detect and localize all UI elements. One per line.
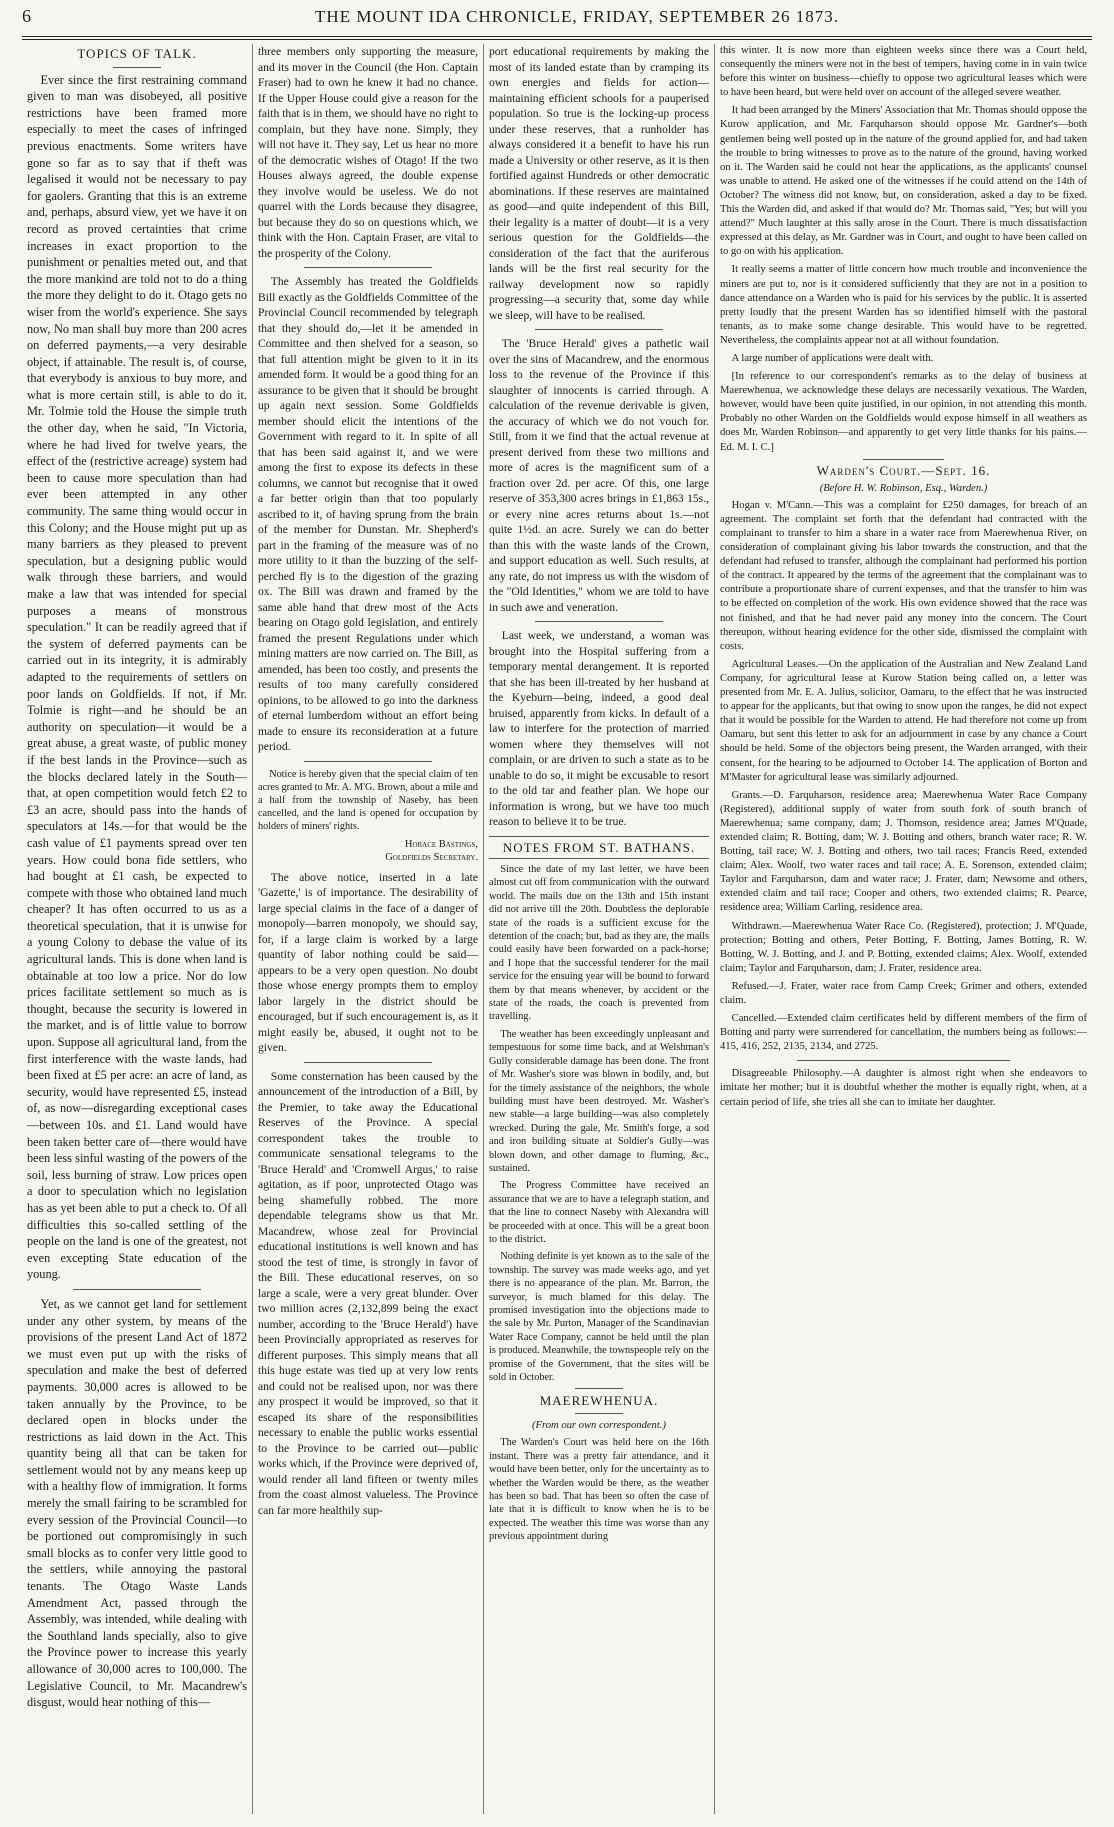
divider — [575, 1388, 623, 1389]
gazette-notice: Notice is hereby given that the special claim of ten acres granted to Mr. A. M'G. Brown, about a mile and a half from the township of Naseby, has been cancelled, and the land is opened for occupation by holders of miners' rights. — [258, 768, 478, 833]
section-heading-maerewhenua: MAEREWHENUA. — [539, 1393, 659, 1409]
article-paragraph: Last week, we understand, a woman was brought into the Hospital suffering from a temporary mental derangement. It is reported that she has been ill-treated by her husband at the Kyeburn—being, indeed, a good deal bruised, apparently from kicks. In default of a law to interfere for the protection of married women where they themselves will not complain, or are driven to such a state as to be unable to do so, it might be excusable to resort to the old tar and feather plan. We hope our information is wrong, but we have too much reason to believe it to be true. — [489, 629, 709, 828]
divider — [304, 761, 432, 762]
masthead-rule — [22, 36, 1092, 40]
divider — [304, 1062, 432, 1063]
column-3 — [484, 44, 715, 1814]
page-number: 6 — [22, 6, 32, 26]
editor-note: [In reference to our correspondent's remarks as to the delay of business at Maerewhenua, we acknowledge these delays are necessarily vexatious. The Warden, however, would have been quite justified, in our opinion, in not attending this month. Probably no other Warden on the Goldfields would expose himself in all weathers as does Mr. Warden Robinson—and apparently to get very little thanks for his pains.—Ed. M. I. C.] — [720, 371, 1087, 453]
article-paragraph: Nothing definite is yet known as to the sale of the township. The survey was made weeks ago, and yet there is no appearance of the plan. Mr. Barron, the surveyor, is much blamed for this delay. The promised investigation into the objections made to the sale by Mr. Purton, Manager of the Scandinavian Water Race Company, cannot be held until the plan is produced. Meanwhile, the townspeople rely on the promise of the Government, that the sites will be sold in October. — [489, 1251, 709, 1384]
divider — [575, 1413, 623, 1414]
court-report-paragraph: Refused.—J. Frater, water race from Camp Creek; Grimer and others, extended claim. — [720, 980, 1087, 1006]
article-paragraph: It really seems a matter of little concern how much trouble and inconvenience the miners are put to, nor is it considered sufficiently that they are not in a position to dance attendance on a Warden who is paid for his services by the public. It is asserted pretty loudly that the present Warden has so identified himself with the pastoral tenants, as to make some change desirable. This would have to be regretted. Nevertheless, the complaints appear not at all without foundation. — [720, 264, 1087, 346]
section-heading-wardens-court: Warden's Court.—Sept. 16. — [816, 462, 991, 478]
correspondent-note: (From our own correspondent.) — [532, 1419, 666, 1431]
article-paragraph: The Progress Committee have received an assurance that we are to have a telegraph station, and that the line to connect Naseby with Alexandra will be proceeded with at once. This will be a great boon to the district. — [489, 1180, 709, 1245]
article-paragraph: It had been arranged by the Miners' Association that Mr. Thomas should oppose the Kurow application, and Mr. Farquharson should oppose Mr. Gardner's—both gentlemen being well posted up in the nature of the ground applied for, and had taken the trouble to bring witnesses to prove as to the nature of the ground, having worked on it. The Warden said he could not hear the applications, as the applicants' counsel was unable to attend. He asked one of the witnesses if he could attend on the 14th of October? The witness did not know, but, on consideration, asked a day to be fixed. This the Warden did, and asked if that would do? Mr. Thomas said, "Yes; but will you attend?" Much laughter at this sally arose in the Court. There is much dissatisfaction expressed at this delay, as Mr. Gardner was in Court, and ought to have been called on to go on with his application. — [720, 105, 1087, 258]
divider — [535, 329, 663, 330]
divider — [797, 1060, 1010, 1061]
article-paragraph: Since the date of my last letter, we have been almost cut off from communication with the outward world. The mails due on the 13th and 15th instant did not arrive till the 20th. Doubtless the deplorable state of the roads is a sufficient excuse for the detention of the coach; but, bad as they are, the mails could easily have been forwarded on a pack-horse; and I hope that the successful tenderer for the mail service for the ensuing year will be bound to forward them by that means whenever, by accident or the state of the roads, the coach is prevented from travelling. — [489, 864, 709, 1023]
article-paragraph: The Assembly has treated the Goldfields Bill exactly as the Goldfields Committee of the Provincial Council recommended by telegraph that they should do,—let it be amended in Committee and then shelved for a season, so that full attention might be given to it in its amended form. It would be a good thing for an assurance to be given that it should be brought up again next session. Some Goldfields member should elicit the intentions of the Government with regard to it. In spite of all that has been said against it, and we were among the first to expose its defects in these columns, we cannot but recognise that it owed a far better origin than that too popularly ascribed to it, of having sprung from the brain of the member for Dunstan. Mr. Shepherd's part in the framing of the measure was of no more utility to it than the buzzing of the self-perched fly is to the digestion of the grazing ox. The Bill was drawn and framed by the same able hand that drew most of the Acts bearing on Otago gold legislation, and entirely framed the present Regulations under which mining matters are now carried on. The Bill, as amended, has been too costly, and presents the results of too many carefully considered opinions, to be allowed to go into the darkness of eternal lumberdom without an effort being made to ensure its reconsideration at a future period. — [258, 275, 478, 753]
article-paragraph: this winter. It is now more than eighteen weeks since there was a Court held, consequently the miners were not in the best of tempers, having come in in vain twice before this winter on business—chiefly to oppose two agricultural leases which were to have been heard, but were held over on account of the alleged severe weather. — [720, 45, 1087, 99]
court-report-paragraph: Agricultural Leases.—On the application of the Australian and New Zealand Land Company, for agricultural lease at Kurow Station being called on, a letter was presented from Mr. E. A. Julius, solicitor, Oamaru, to the effect that he was instructed to appear for the applicants, but that owing to snow upon the ranges, he did not expect that it would be possible for the Warden to attend. He had therefore not come up from Oamaru, but sent this letter to ask for an adjournment in case by any chance a Court should be held. Some of the objectors being present, the Warden arranged, with their consent, for the hearing to be adjourned to October 14. The application of Borton and M'Master for agricultural lease was similarly adjourned. — [720, 658, 1087, 783]
column-2 — [253, 44, 484, 1814]
court-report-paragraph: Grants.—D. Farquharson, residence area; Maerewhenua Water Race Company (Registered), additional supply of water from south fork of south branch of Maerewhenua; same company, dam; J. Thomson, residence area; James M'Quade, extended claim; R. Botting, dam; W. J. Botting and others, branch water race; R. W. Botting, tail race; W. J. Botting and others, two tail races; Francis Reed, extended claim; Alex. Woolf, two water races and tail race; A. E. Sorenson, extended claim; Taylor and Farquharson, dam and water race; J. Frater, dam; Newsome and others, extended claim and tail race; Cooper and others, two extended claims; R. Pearce, residence area; William Carling, residence area. — [720, 789, 1087, 914]
article-paragraph: Disagreeable Philosophy.—A daughter is almost right when she endeavors to imitate her mother; but it is doubtful whether the mother is equally right, when, at a certain period of life, she tries all she can to imitate her daughter. — [720, 1068, 1087, 1108]
article-paragraph: The Warden's Court was held here on the 16th instant. There was a pretty fair attendance, and it would have been better, only for the uncertainty as to whether the Warden would be there, as the weather has been so bad. That has been so often the case of late that it is difficult to know when he is to be expected. The weather this time was worse than any previous appointment during — [489, 1437, 709, 1543]
court-report-paragraph: Withdrawn.—Maerewhenua Water Race Co. (Registered), protection; J. M'Quade, protection; Botting and others, Peter Botting, F. Botting, James Botting, R. W. Botting, W. J. Botting, and J. and P. Botting, extended claims; Alex. Woolf, extended claim; Taylor and Farquharson, dam; J. Frater, residence area. — [720, 920, 1087, 974]
notice-signature — [258, 838, 478, 864]
article-paragraph: Some consternation has been caused by the announcement of the introduction of a Bill, by the Premier, to take away the Educational Reserves of the Province. A special correspondent takes the trouble to communicate sensational telegrams to the 'Bruce Herald' and 'Cromwell Argus,' to raise agitation, as if poor, unprotected Otago was being shamefully robbed. The more dependable telegrams show us that Mr. Macandrew, whose zeal for Provincial educational institutions is well known and has stood the test of time, is strongly in favor of the Bill. These educational reserves, on so large a scale, were a very great blunder. Over two million acres (2,132,899 being the exact number, according to the 'Bruce Herald') have been Provincially appropriated as reserves for different purposes. This simply means that all this huge estate was tied up at very low rents and could not be realised upon, nor was there any prospect it would be improved, so that it escaped its share of the responsibilities necessary to enable the public works essential to the Province to be carried out—public works which, if the Province were deprived of, would render all land fifteen or twenty miles from the coast almost valueless. The Province can far more healthily sup- — [258, 1069, 478, 1517]
divider — [863, 459, 944, 460]
divider — [304, 267, 432, 268]
article-paragraph: The 'Bruce Herald' gives a pathetic wail over the sins of Macandrew, and the enormous loss to the revenue of the Province if this slaughter of innocents is carried through. A calculation of the revenue derivable is given, the accuracy of which we do not vouch for. Still, from it we find that the actual revenue at present derived from these two millions and more of acres is the magnificent sum of a fraction over 2d. per acre. Of this, one large reserve of 353,300 acres brings in £1,863 15s., or every nine acres returns about 1s.—not quite 1½d. an acre. Surely we can do better than this with the waste lands of the Crown, and support education as well. Such results, at any rate, do not impress us with the wisdom of the "Old Identities," whom we are told to have in such awe and veneration. — [489, 337, 709, 614]
newspaper-title: THE MOUNT IDA CHRONICLE, FRIDAY, SEPTEMBER 26 1873. — [315, 7, 839, 26]
article-paragraph: The weather has been exceedingly unpleasant and tempestuous for some time back, and at Welshman's Gully considerable damage has been done. The front of Mr. Washer's store was blown in bodily, and, but for the timely assistance of the neighbors, the whole building must have been destroyed. Mr. Washer's new stable—a large building—was also completely wrecked. During the gale, Mr. Smith's forge, a sod and iron building situate at Soldier's Gully—was blown down, and other damage to fluming, &c., sustained. — [489, 1028, 709, 1174]
divider — [73, 1289, 201, 1290]
notice-signature-name: Horace Bastings, — [404, 838, 478, 850]
article-paragraph: port educational requirements by making the most of its landed estate than by cramping its own energies and fields for action—maintaining efficient schools for a pauperised population. So true is the locking-up process under these reserves, that a runholder has always considered it a benefit to have his run made a University or other reserve, as it is then fortified against Hundreds or other democratic abominations. If these reserves are maintained as good—and quite independent of this Bill, their legality is a matter of doubt—it is a very serious question for the Goldfields—the consideration of the fact that the auriferous lands will be the first real security for the railway development now so rapidly progressing—a security that, some day while we sleep, will have to be realised. — [489, 45, 709, 322]
masthead — [22, 6, 1092, 36]
columns — [22, 44, 1092, 1814]
divider — [535, 621, 663, 622]
court-report-paragraph: Cancelled.—Extended claim certificates held by different members of the firm of Botting and party were surrendered for cancellation, the numbers being as follows:—415, 416, 252, 2135, 2134, and 2725. — [720, 1013, 1087, 1053]
article-paragraph: The above notice, inserted in a late 'Gazette,' is of importance. The desirability of large special claims in the face of a danger of monopoly—barren monopoly, we should say, for, if a large claim is worked by a large quantity of labor nothing could be said—appears to be a very open question. No doubt those whose energy prompts them to employ labor largely in the district should be encouraged, but if such encouragement is, as it might easily be, abused, it ought not to be given. — [258, 870, 478, 1055]
article-paragraph: A large number of applications were dealt with. — [731, 352, 934, 364]
column-4 — [715, 44, 1092, 1814]
section-heading-topics: TOPICS OF TALK. — [77, 46, 197, 61]
notice-signature-title: Goldfields Secretary. — [385, 851, 478, 863]
article-paragraph: three members only supporting the measure, and its mover in the Council (the Hon. Captain Fraser) had to own he knew it had no chance. If the Upper House could give a reason for the faith that is in them, we should have no right to complain, but they have none. Simply, they will not have it. They say, Let us hear no more of the democratic wishes of Otago! If the two Houses always agreed, the double expense they involve would be useless. We do not quarrel with the Lords because they disagree, but because they do so on questions which, we think with the Hon. Captain Fraser, are vital to the prosperity of the Colony. — [258, 45, 478, 260]
article-paragraph: Yet, as we cannot get land for settlement under any other system, by means of the provisions of the present Land Act of 1872 we must even put up with the risks of speculation and make the best of deferred payments. 30,000 acres is allowed to be taken annually by the Province, to be declared open in blocks under the restrictions as laid down in the Act. This quantity being all that can be taken for settlement would not by any means keep up with a healthy flow of immigration. It forms merely the small fairing to be scrambled for every session of the Provincial Council—to be portioned out compromisingly in such small blocks as to confer very little good to the settlers, while annoying the pastoral tenants. The Otago Waste Lands Amendment Act, passed through the Assembly, was intended, while dealing with the Southland lands specially, also to give the Province power to increase this yearly allowance of 30,000 acres to 100,000. The Legislative Council, to Mr. Macandrew's disgust, would hear nothing of this— — [27, 1296, 247, 1710]
section-heading-st-bathans: NOTES FROM ST. BATHANS. — [489, 836, 709, 860]
court-report-paragraph: Hogan v. M'Cann.—This was a complaint for £250 damages, for breach of an agreement. The complaint set forth that the defendant had contracted with the complainant to transfer to him a share in a water race from Maerewhenua River, on consideration of complainant giving his labor towards the construction, and that the defendant had refused to transfer, although the complainant had performed his portion of the contract. It appeared by the terms of the agreement that the complainant was to contribute a proportionate share of current expenses, and that the transfer to him was to be effected on completion of the work. His own evidence showed that the race was not finished, and that he had never paid any money into the concern. The Court thereupon, without hearing evidence for the other side, dismissed the complaint with costs. — [720, 499, 1087, 652]
divider — [113, 67, 161, 68]
court-presiding-note: (Before H. W. Robinson, Esq., Warden.) — [819, 482, 988, 494]
article-paragraph: Ever since the first restraining command given to man was disobeyed, all positive restrictions have been framed more especially to meet the cases of infringed previous enactments. Some writers have gone so far as to say that if theft was legalised it would not be necessary to pay for gaolers. Granting that this is an extreme and, perhaps, absurd view, yet we have it on record as proved certainties that crime increases in exact proportion to the punishment or penalties meted out, and that the more mankind are told not to do a thing the more they delight to do it. Otago gets no wiser from the world's experience. She says now, No man shall buy more than 200 acres on deferred payments,—a very desirable object, if attainable. The result is, of course, that everybody is anxious to buy more, and what is more certain still, is able to do it. Mr. Tolmie told the House the simple truth the other day, when he said, "In Victoria, where he had lived for twelve years, the effect of the (restrictive acreage) system had been to cause more speculation than had ever been attempted in any other community. The same thing would occur in this Colony; and the House might put up as many barriers as they pleased to prevent speculation, but a designing public would walk through these barriers, and would make a law that was intended for special purposes a means of monstrous speculation." It can be readily agreed that if the system of deferred payments can be carried out in its integrity, it is admirably adapted to the requirements of settlers on poor lands on Goldfields. If not, if Mr. Tolmie is right—and he should be an authority on speculation—it would be a great abuse, a great waste, of public money if the best lands in the Province—such as the blocks declared lately in the South—that, at open competition would fetch £2 to £3 an acre, should pass into the hands of speculators at 14s.—for that would be the cash value of £1 payments spread over ten years. How could bona fide settlers, who had bought at £1 cash, be expected to compete with those who obtained land much cheaper? It has often occurred to us as a theoretical speculation, that it is unwise for a young Colony to debase the value of its agricultural lands. This is done when land is obtainable at too low a price. Nor do low prices facilitate settlement so much as is thought, because the security is lowered in the market, and is of little value to borrow upon. Suppose all agricultural land, from the first interference with the waste lands, had been fixed at £5 per acre: an acre of land, as security, would have represented £5, instead of, as now—disregarding exceptional cases—between 10s. and £1. Land would have been taken better care of—there would have been less sinful wasting of the powers of the soil, less burning of straw. Low prices open a door to speculation which no legislation has as yet been able to put a check to. Of all difficulties this so-called settling of the people on the land is one of the greatest, not even excepting State education of the young. — [27, 72, 247, 1282]
column-1 — [22, 44, 253, 1814]
